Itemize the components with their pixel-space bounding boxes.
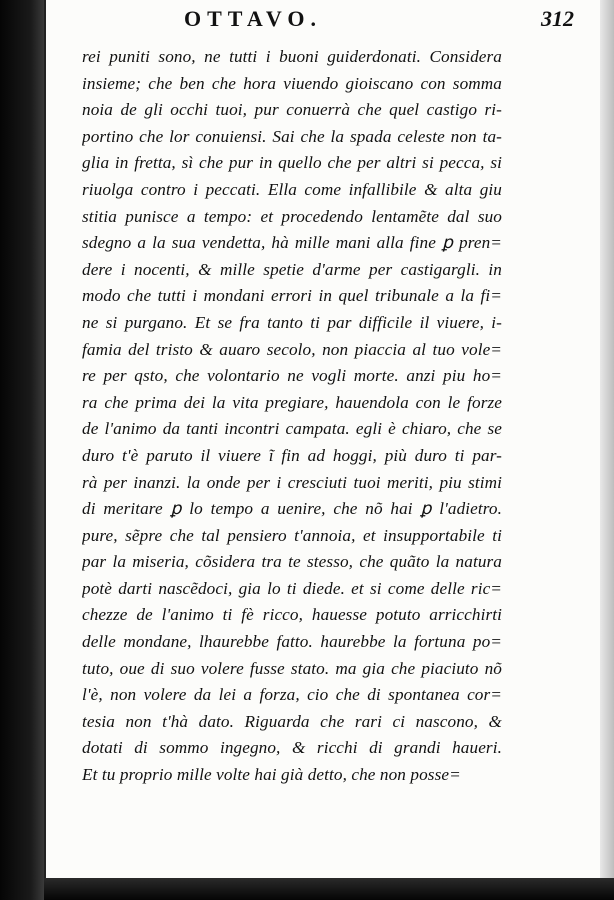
- text-line: l'è, non volere da lei a forza, cio che di spontanea cor=: [82, 685, 502, 705]
- text-line: Et tu proprio mille volte hai già detto, che non posse=: [82, 765, 461, 785]
- page-right-edge: [600, 0, 614, 900]
- text-line: dotati di sommo ingegno, & ricchi di grandi haueri.: [82, 738, 502, 758]
- text-line: glia in fretta, sì che pur in quello che per altri si pecca, si: [82, 153, 502, 173]
- text-line: delle mondane, lhaurebbe fatto. haurebbe la fortuna po=: [82, 632, 502, 652]
- text-line: di meritare ꝑ lo tempo a uenire, che nõ hai ꝑ l'adietro.: [82, 499, 502, 519]
- running-head: OTTAVO.: [184, 6, 322, 31]
- text-line: noia de gli occhi tuoi, pur conuerrà che quel castigo ri-: [82, 100, 502, 120]
- body-text: [82, 44, 502, 789]
- text-line: stitia punisce a tempo: et procedendo lentamẽte dal suo: [82, 206, 502, 226]
- text-line: de l'animo da tanti incontri campata. egli è chiaro, che se: [82, 419, 502, 439]
- text-line: tuto, oue di suo volere fusse stato. ma gia che piaciuto nõ: [82, 658, 502, 678]
- page-header: [118, 6, 574, 40]
- text-line: insieme; che ben che hora viuendo gioiscano con somma: [82, 73, 502, 93]
- text-line: tesia non t'hà dato. Riguarda che rari ci nascono, &: [82, 711, 502, 731]
- text-line: ne si purgano. Et se fra tanto ti par difficile il viuere, i-: [82, 312, 502, 332]
- text-line: pure, sẽpre che tal pensiero t'annoia, et insupportabile ti: [82, 525, 502, 545]
- text-line: famia del tristo & auaro secolo, non piaccia al tuo vole=: [82, 339, 502, 359]
- text-line: portino che lor conuiensi. Sai che la spada celeste non ta-: [82, 126, 502, 146]
- scanner-left-edge: [0, 0, 44, 900]
- text-line: dere i nocenti, & mille spetie d'arme per castigargli. in: [82, 259, 502, 279]
- text-line: rà per inanzi. la onde per i cresciuti tuoi meriti, piu stimi: [82, 472, 502, 492]
- scanner-bottom-edge: [44, 878, 614, 900]
- text-line: chezze de l'animo ti fè ricco, hauesse potuto arricchirti: [82, 605, 502, 625]
- text-line: rei puniti sono, ne tutti i buoni guiderdonati. Considera: [82, 47, 502, 66]
- text-line: riuolga contro i peccati. Ella come infallibile & alta giu: [82, 179, 502, 199]
- text-line: potè darti nascẽdoci, gia lo ti diede. et si come delle ric=: [82, 578, 502, 598]
- text-line: sdegno a la sua vendetta, hà mille mani alla fine ꝑ pren=: [82, 233, 502, 253]
- text-line: modo che tutti i mondani errori in quel tribunale a la fi=: [82, 286, 502, 306]
- page-number: 312: [541, 6, 574, 31]
- text-line: ra che prima dei la vita pregiare, hauendola con le forze: [82, 392, 502, 412]
- text-line: par la miseria, cõsidera tra te stesso, che quãto la natura: [82, 552, 502, 572]
- text-line: re per qsto, che volontario ne vogli morte. anzi piu ho=: [82, 366, 502, 386]
- text-line: duro t'è paruto il viuere ĩ fin ad hoggi, più duro ti par-: [82, 445, 502, 465]
